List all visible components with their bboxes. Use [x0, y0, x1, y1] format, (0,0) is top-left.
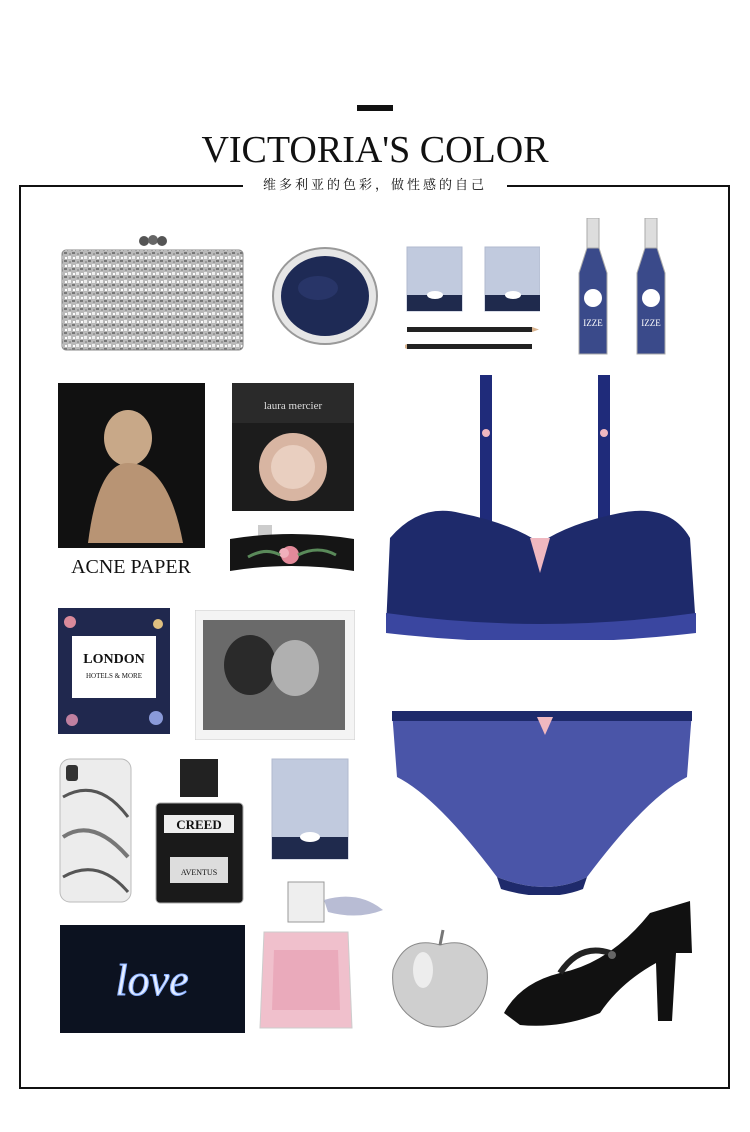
candle-glasses-image [405, 245, 540, 315]
marble-phone-case-image [58, 757, 133, 904]
pencils-image [405, 324, 540, 354]
floral-choker-image [228, 525, 356, 587]
brand-title: VICTORIA'S COLOR [201, 129, 549, 171]
creed-perfume-image [152, 757, 247, 907]
tagline: 维多利亚的色彩，做性感的自己 [243, 176, 507, 196]
couple-photo-image [195, 610, 355, 740]
compact-brand-text: laura mercier [263, 400, 323, 412]
lace-briefs-image [387, 707, 697, 895]
soda-label: IZZE [583, 318, 603, 328]
glitter-clutch-image [60, 232, 245, 354]
header-accent-bar [357, 105, 393, 111]
guidebook-subtitle: HOTELS & MORE [86, 672, 142, 680]
perfume-brand-text: CREED [176, 817, 222, 832]
lace-bra-image [380, 373, 700, 640]
acne-paper-book-image [58, 383, 205, 579]
book-cover-text: ACNE PAPER [71, 556, 191, 578]
highlighter-compact-image [232, 383, 354, 511]
soda-label: IZZE [641, 318, 661, 328]
glass-apple-image [385, 925, 495, 1030]
eyeshadow-pot-image [270, 246, 380, 346]
neon-sign-text: love [115, 956, 189, 1005]
soda-bottles-image [575, 218, 675, 358]
perfume-name-text: AVENTUS [180, 868, 218, 877]
sequin-heels-image [500, 893, 696, 1030]
pink-perfume-image [258, 880, 390, 1032]
london-guidebook-image [58, 608, 170, 734]
guidebook-title: LONDON [83, 652, 145, 667]
neon-sign-image [60, 925, 245, 1033]
candle-glass-image [270, 757, 350, 862]
